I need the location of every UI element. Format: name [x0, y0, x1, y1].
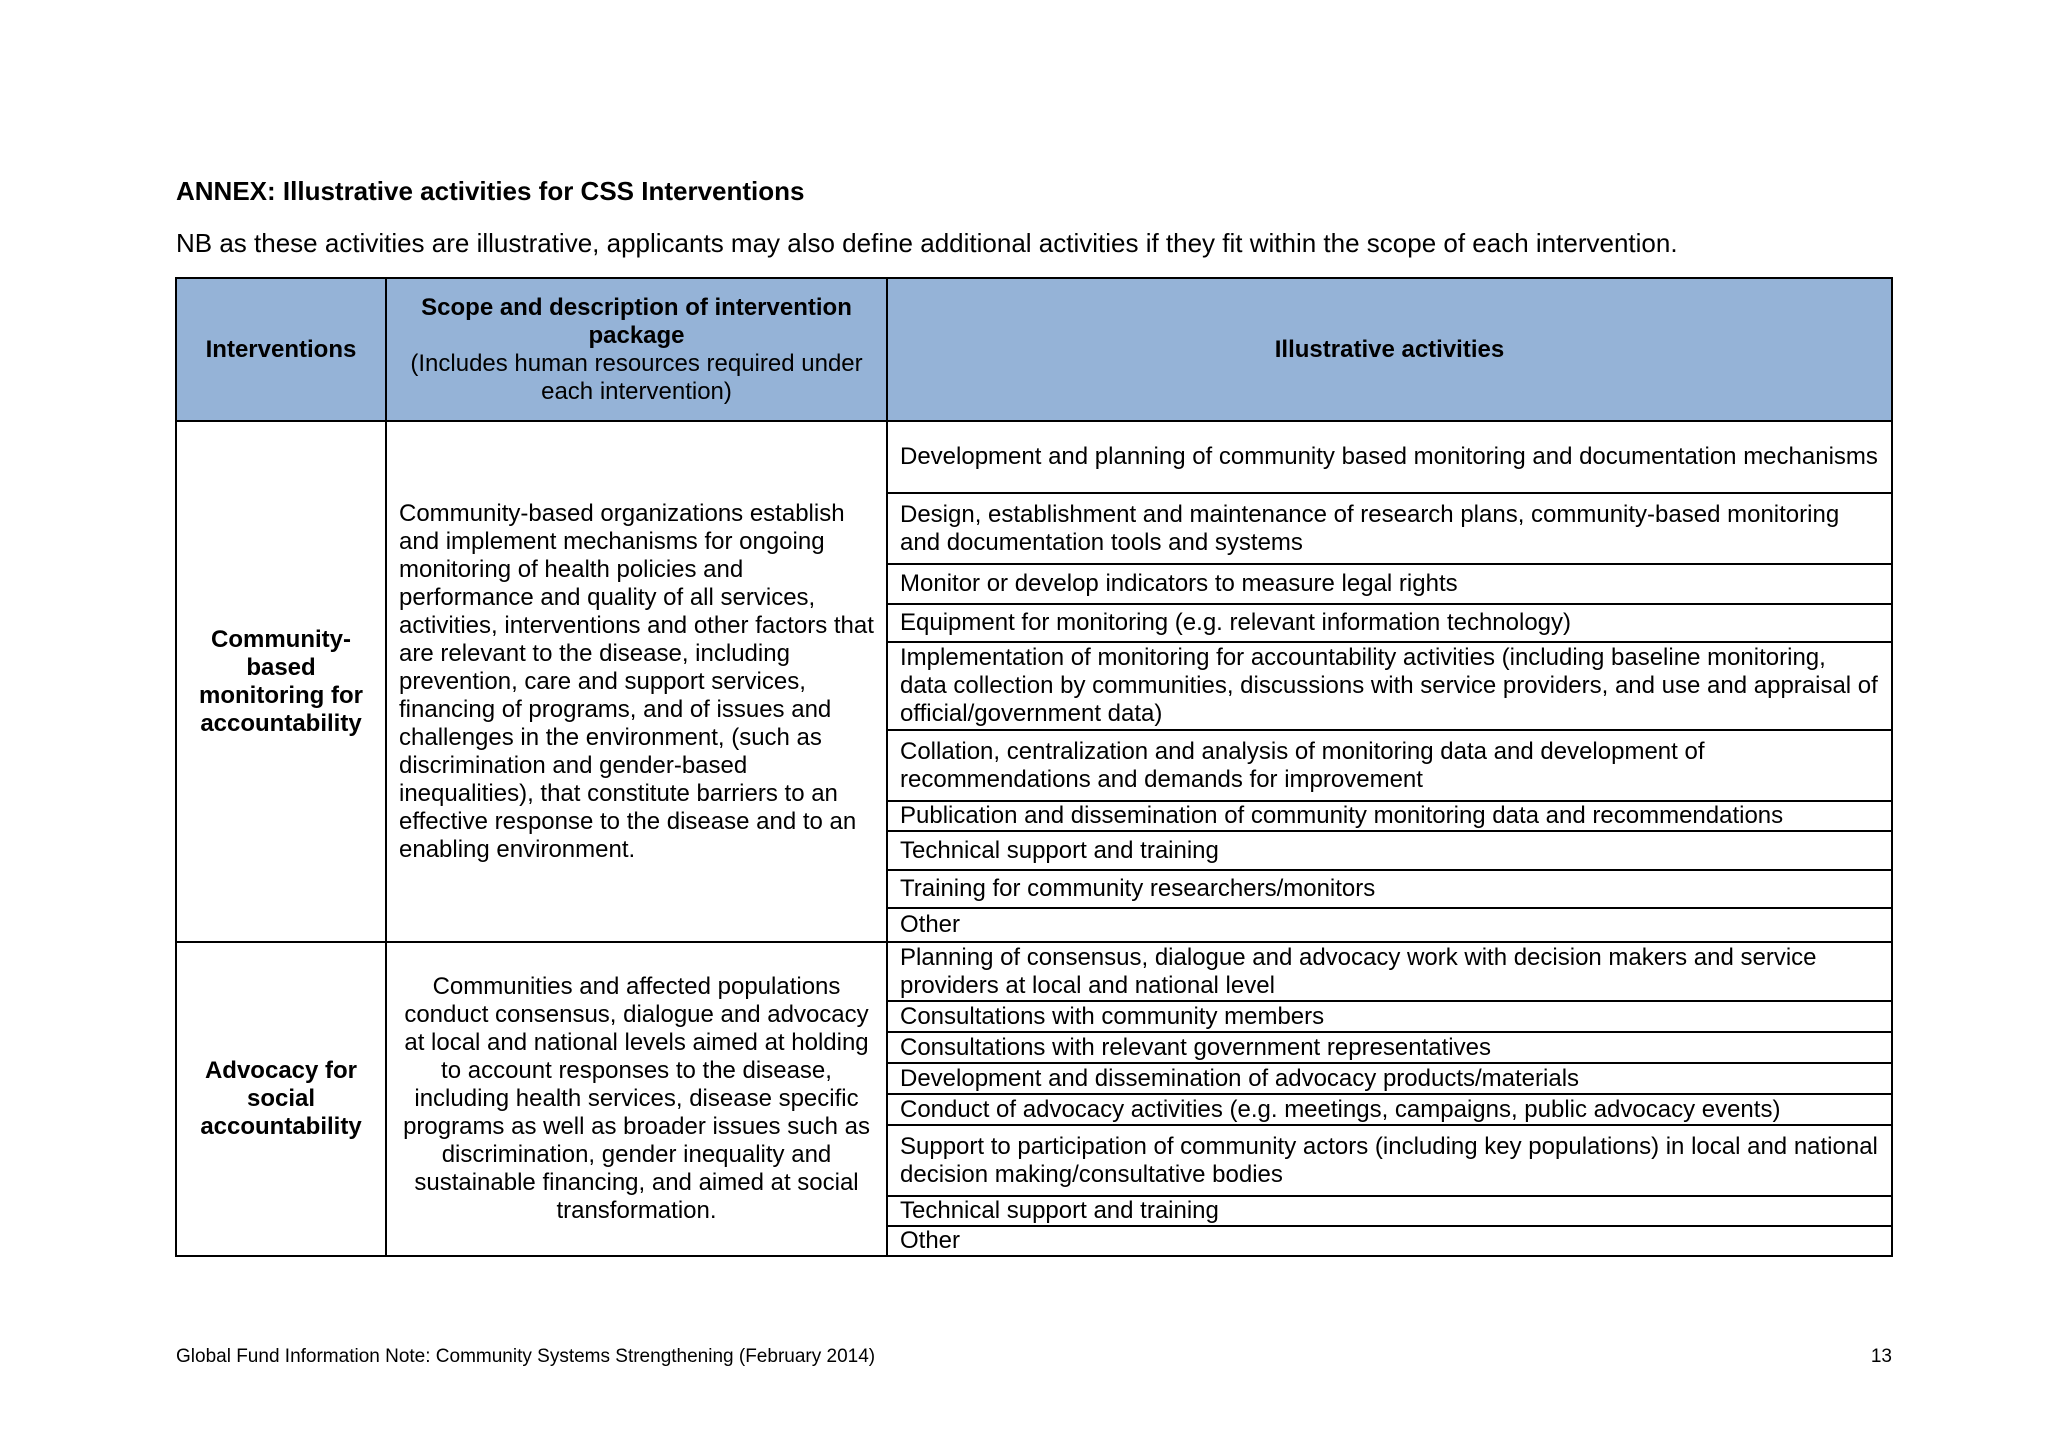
intro-note: NB as these activities are illustrative, applicants may also define additional activities if they fit within the scope of each intervention. — [176, 228, 1678, 258]
header-scope — [386, 278, 887, 421]
scope-cell: Community-based organizations establish and implement mechanisms for ongoing monitoring of health policies and performance and quality of all services, activities, interventions and other factors that are relevant to the disease, including prevention, care and support services, financing of programs, and of issues and challenges in the environment, (such as discrimination and gender-based inequalities), that constitute barriers to an effective response to the disease and to an enabling environment. — [386, 421, 887, 942]
activity-cell: Monitor or develop indicators to measure legal rights — [887, 564, 1892, 604]
activity-cell: Publication and dissemination of community monitoring data and recommendations — [887, 801, 1892, 831]
activity-cell: Other — [887, 1226, 1892, 1256]
activity-cell: Other — [887, 908, 1892, 942]
scope-cell: Communities and affected populations conduct consensus, dialogue and advocacy at local and national levels aimed at holding to account responses to the disease, including health services, disease specific programs as well as broader issues such as discrimination, gender inequality and sustainable financing, and aimed at social transformation. — [386, 942, 887, 1256]
table-header-row — [176, 278, 1892, 421]
header-scope-sub: (Includes human resources required under each intervention) — [410, 349, 863, 405]
table-row — [176, 942, 1892, 1001]
activity-cell: Support to participation of community actors (including key populations) in local and national decision making/consultative bodies — [887, 1125, 1892, 1196]
header-scope-main: Scope and description of intervention package — [421, 293, 852, 349]
activity-cell: Implementation of monitoring for accountability activities (including baseline monitoring, data collection by communities, discussions with service providers, and use and appraisal of official/government data) — [887, 642, 1892, 730]
annex-table — [175, 277, 1893, 1257]
activity-cell: Training for community researchers/monitors — [887, 870, 1892, 908]
activity-cell: Conduct of advocacy activities (e.g. meetings, campaigns, public advocacy events) — [887, 1094, 1892, 1125]
activity-cell: Consultations with relevant government representatives — [887, 1032, 1892, 1063]
activity-cell: Design, establishment and maintenance of research plans, community-based monitoring and documentation tools and systems — [887, 493, 1892, 564]
header-interventions: Interventions — [176, 278, 386, 421]
intervention-cell: Advocacy for social accountability — [176, 942, 386, 1256]
page-number: 13 — [1870, 1346, 1892, 1367]
activity-cell: Planning of consensus, dialogue and advocacy work with decision makers and service providers at local and national level — [887, 942, 1892, 1001]
activity-cell: Development and dissemination of advocacy products/materials — [887, 1063, 1892, 1094]
page-title: ANNEX: Illustrative activities for CSS Interventions — [176, 176, 805, 206]
activity-cell: Equipment for monitoring (e.g. relevant information technology) — [887, 604, 1892, 642]
intervention-cell: Community-based monitoring for accountability — [176, 421, 386, 942]
header-activities: Illustrative activities — [887, 278, 1892, 421]
activity-cell: Development and planning of community based monitoring and documentation mechanisms — [887, 421, 1892, 493]
activity-cell: Collation, centralization and analysis of monitoring data and development of recommendations and demands for improvement — [887, 730, 1892, 801]
activity-cell: Technical support and training — [887, 1196, 1892, 1226]
activity-cell: Technical support and training — [887, 831, 1892, 870]
activity-cell: Consultations with community members — [887, 1001, 1892, 1032]
table-row — [176, 421, 1892, 493]
footer-source: Global Fund Information Note: Community Systems Strengthening (February 2014) — [176, 1346, 876, 1367]
